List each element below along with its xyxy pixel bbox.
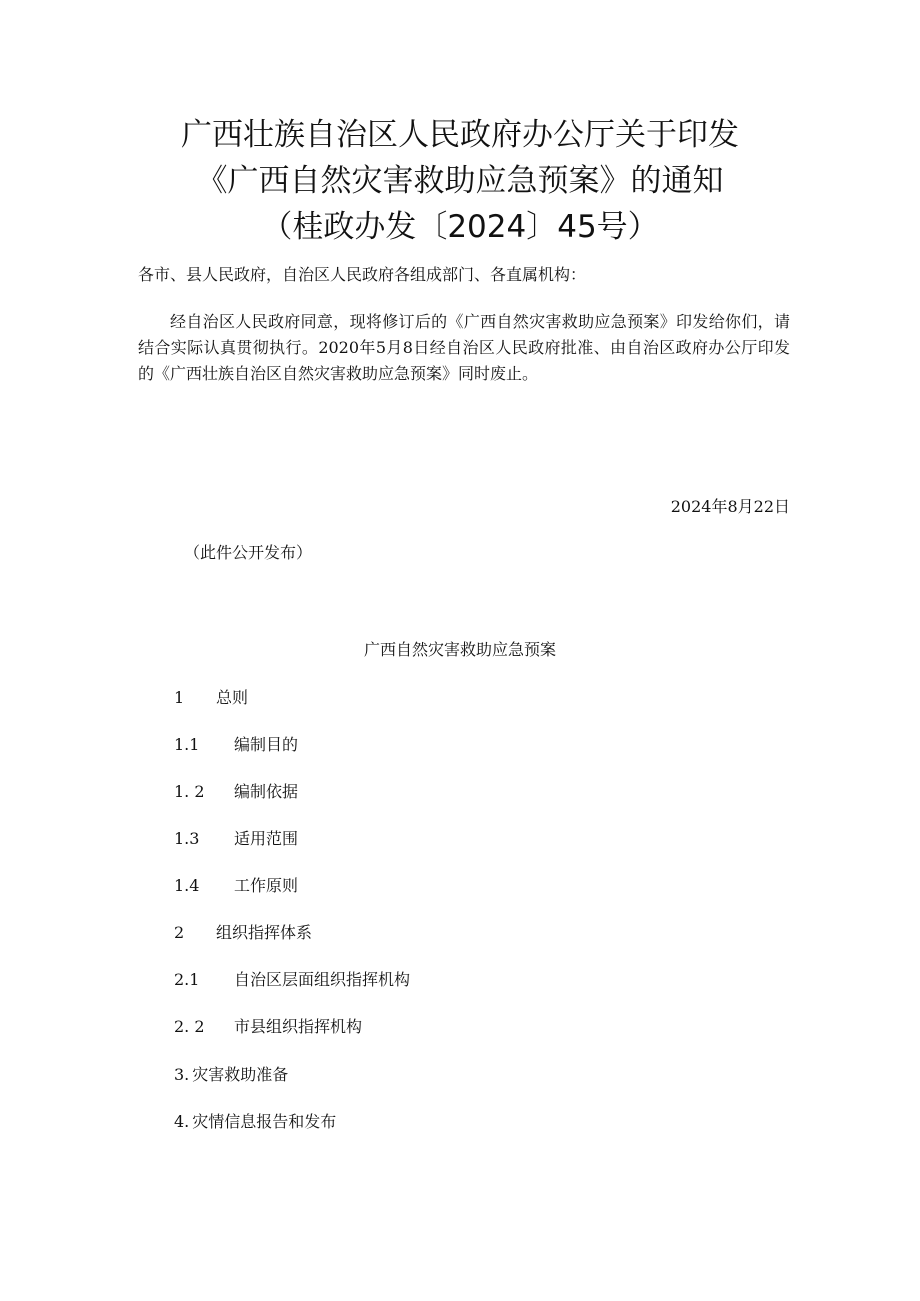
toc-number: 2.1 [174,970,200,989]
title-line-3: （桂政办发〔2024〕45号） [261,209,659,245]
toc-item [174,1062,288,1088]
toc-number: 1. 2 [174,782,205,801]
toc-number: 1.3 [174,829,200,848]
toc-item [174,920,312,946]
toc-number: 1 [174,688,185,707]
toc-text: 灾害救助准备 [192,1065,289,1084]
body-paragraph: 经自治区人民政府同意，现将修订后的《广西自然灾害救助应急预案》印发给你们，请结合实际认真贯彻执行。2020年5月8日经自治区人民政府批准、由自治区政府办公厅印发的《广西壮族自治区自然灾害救助应急预案》同时废止。 [138,312,790,383]
toc-text: 工作原则 [234,876,299,895]
toc-item [174,1014,362,1040]
toc-item [174,685,248,711]
toc-item [174,873,298,899]
toc-item [174,1109,336,1135]
toc-number: 3. [174,1065,190,1084]
title-line-1: 广西壮族自治区人民政府办公厅关于印发 [181,117,739,153]
toc-number: 2. 2 [174,1017,205,1036]
toc-text: 灾情信息报告和发布 [192,1112,337,1131]
document-title [130,112,790,250]
toc-text: 组织指挥体系 [216,923,313,942]
toc-item [174,826,298,852]
toc-item [174,779,298,805]
toc-number: 1.4 [174,876,200,895]
toc-text: 市县组织指挥机构 [234,1017,363,1036]
toc-number: 1.1 [174,735,200,754]
toc-text: 适用范围 [234,829,299,848]
issue-date: 2024年8月22日 [670,497,790,516]
plan-title: 广西自然灾害救助应急预案 [363,640,556,659]
toc-number: 4. [174,1112,190,1131]
salutation: 各市、县人民政府，自治区人民政府各组成部门、各直属机构： [138,265,587,284]
toc-text: 编制依据 [234,782,299,801]
toc-number: 2 [174,923,185,942]
toc-item [174,967,410,993]
publish-note: （此件公开发布） [184,543,313,562]
toc-text: 总则 [216,688,249,707]
toc-item [174,732,298,758]
toc-text: 自治区层面组织指挥机构 [234,970,411,989]
title-line-2: 《广西自然灾害救助应急预案》的通知 [196,163,724,199]
toc-text: 编制目的 [234,735,299,754]
